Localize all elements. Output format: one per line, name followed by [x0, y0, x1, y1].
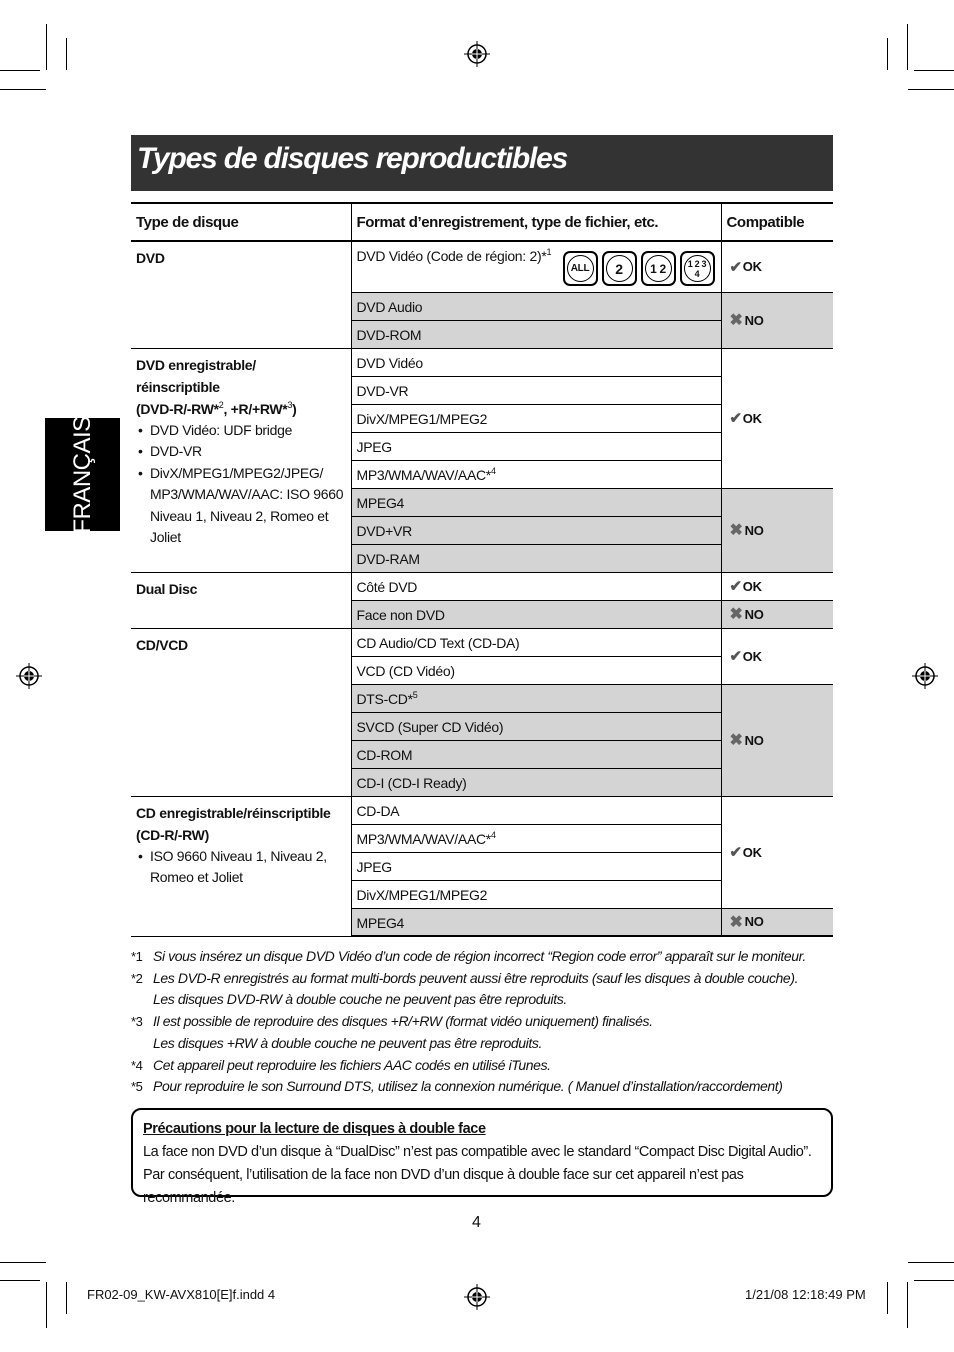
cross-icon: ✖ [729, 606, 743, 623]
footnote [131, 1076, 833, 1098]
format-cell: MP3/WMA/WAV/AAC*$^4$ [351, 460, 721, 488]
precaution-box [131, 1108, 833, 1206]
no-label: NO [744, 522, 764, 538]
crop-mark [0, 89, 46, 90]
region-1-2-icon: 1 2 [641, 251, 676, 286]
format-cell: VCD (CD Vidéo) [351, 656, 721, 684]
ok-badge [730, 409, 762, 427]
check-icon: ✔ [729, 844, 742, 861]
compatible-cell [721, 796, 833, 908]
format-cell [351, 241, 721, 292]
disc-type-cd-vcd: CD/VCD [131, 628, 351, 796]
footnote-text: Si vous insérez un disque DVD Vidéo d’un code de région incorrect “Region code error” apparaît sur le moniteur. [153, 948, 806, 964]
page-number: 4 [472, 1214, 481, 1231]
disc-type-dvd: DVD [131, 241, 351, 348]
footnote-ref: 1 [546, 247, 552, 257]
table-row [131, 348, 833, 376]
header-disc-type: Type de disque [131, 203, 351, 241]
format-cell: CD-ROM [351, 740, 721, 768]
language-tab-label: FRANÇAIS [68, 415, 96, 534]
list-item: • ISO 9660 Niveau 1, Niveau 2, Romeo et Joliet [136, 846, 346, 889]
format-cell: JPEG [351, 852, 721, 880]
footnotes [131, 946, 833, 1098]
crop-mark [908, 89, 954, 90]
crop-mark [66, 1282, 67, 1314]
crop-mark [46, 24, 47, 70]
compatible-cell [721, 241, 833, 292]
type-line: (CD-R/-RW) [136, 826, 209, 843]
region-1-2-3-4-icon: 1 2 3 4 [680, 251, 715, 286]
header-compatible: Compatible [721, 203, 833, 241]
crop-mark [887, 38, 888, 70]
ok-label: OK [742, 844, 762, 860]
ok-label: OK [742, 578, 762, 594]
footnote-mark: *1 [131, 949, 143, 964]
check-icon: ✔ [729, 410, 742, 427]
format-cell: MPEG4 [351, 908, 721, 936]
ok-badge [730, 258, 762, 276]
header-format: Format d’enregistrement, type de fichier, etc. [351, 203, 721, 241]
footnote-text: Cet appareil peut reproduire les fichiers AAC codés en utilisé iTunes. [153, 1056, 551, 1073]
footnote [131, 1055, 833, 1077]
region-2-icon: 2 [602, 251, 637, 286]
format-cell: Côté DVD [351, 572, 721, 600]
crop-mark [46, 1282, 47, 1328]
type-line: DVD enregistrable/ [136, 356, 256, 373]
no-label: NO [744, 312, 764, 328]
compatible-cell [721, 488, 833, 572]
format-cell: DVD Audio [351, 292, 721, 320]
format-cell: DVD-RAM [351, 544, 721, 572]
disc-type-cd-recordable [131, 796, 351, 936]
region-code-icons [563, 251, 715, 286]
spec-list [136, 846, 346, 889]
footnote-mark: *5 [131, 1079, 143, 1095]
check-icon: ✔ [729, 648, 742, 665]
footnote-text: Les disques DVD-RW à double couche ne peuvent pas être reproduits. [153, 991, 567, 1008]
no-badge [730, 520, 764, 540]
format-cell: DVD+VR [351, 516, 721, 544]
footer-filename: FR02-09_KW-AVX810[E]f.indd 4 [87, 1287, 276, 1302]
table-row [131, 572, 833, 600]
compatible-cell [721, 348, 833, 488]
compatible-cell [721, 908, 833, 936]
no-badge [730, 912, 764, 932]
compatible-cell [721, 684, 833, 796]
compatible-cell [721, 292, 833, 348]
check-icon: ✔ [729, 258, 742, 276]
crop-mark [887, 1282, 888, 1314]
format-cell: DVD Vidéo [351, 348, 721, 376]
crop-mark [0, 70, 40, 71]
ok-label: OK [742, 648, 762, 664]
footnote [131, 946, 833, 968]
footnote-text: Les DVD-R enregistrés au format multi-bords peuvent aussi être reproduits (sauf les disques à double couche). [153, 969, 799, 986]
ok-badge [730, 843, 762, 861]
no-badge [730, 730, 764, 750]
no-badge [730, 310, 764, 330]
crop-mark [914, 1280, 954, 1281]
footnote-mark: *3 [131, 1014, 143, 1030]
ok-badge [730, 647, 762, 665]
table-row [131, 241, 833, 292]
format-cell: SVCD (Super CD Vidéo) [351, 712, 721, 740]
language-tab [45, 415, 120, 534]
crop-mark [914, 70, 954, 71]
format-cell: CD-DA [351, 796, 721, 824]
type-line: (DVD-R/-RW*$^2$, +R/+RW*$^3$) [136, 399, 297, 417]
registration-mark-icon [464, 1284, 490, 1310]
format-cell: DVD-ROM [351, 320, 721, 348]
footnote-mark: *2 [131, 970, 143, 986]
registration-mark-icon [464, 41, 490, 67]
crop-mark [0, 1262, 46, 1263]
precaution-title: Précautions pour la lecture de disques à double face [143, 1121, 486, 1137]
footnote-text: Les disques +RW à double couche ne peuvent pas être reproduits. [153, 1034, 542, 1051]
footnote-text: Pour reproduire le son Surround DTS, utilisez la connexion numérique. ( Manuel d’installation/raccordement) [153, 1078, 783, 1095]
table-row [131, 796, 833, 824]
list-item: • DVD-VR [136, 441, 346, 463]
footnote-text: Il est possible de reproduire des disques +R/+RW (format vidéo uniquement) finalisés. [153, 1013, 653, 1030]
check-icon: ✔ [729, 578, 742, 595]
format-cell: DivX/MPEG1/MPEG2 [351, 404, 721, 432]
no-label: NO [744, 606, 764, 622]
no-badge [730, 604, 764, 624]
registration-mark-icon [912, 663, 938, 689]
format-label: DVD Vidéo (Code de région: 2)* [356, 248, 547, 264]
crop-mark [0, 1280, 40, 1281]
type-line: réinscriptible [136, 378, 220, 395]
page-title: Types de disques reproductibles [137, 142, 568, 175]
format-cell: JPEG [351, 432, 721, 460]
format-cell: DivX/MPEG1/MPEG2 [351, 880, 721, 908]
list-item: • DVD Vidéo: UDF bridge [136, 420, 346, 442]
cross-icon: ✖ [729, 522, 743, 539]
cross-icon: ✖ [729, 312, 743, 329]
ok-badge [730, 577, 762, 595]
disc-compatibility-table [131, 202, 833, 937]
list-item: • DivX/MPEG1/MPEG2/JPEG/ MP3/WMA/WAV/AAC: ISO 9660 Niveau 1, Niveau 2, Romeo et Joliet [136, 463, 346, 549]
footnote [131, 1011, 833, 1054]
compatible-cell [721, 600, 833, 628]
cross-icon: ✖ [729, 732, 743, 749]
precaution-text: La face non DVD d’un disque à “DualDisc” n’est pas compatible avec le standard “Compact Disc Digital Audio”. Par conséquent, l’utilisation de la face non DVD d’un disque à double face sur cet appareil n’est pas recommandée. [143, 1144, 812, 1206]
crop-mark [907, 1282, 908, 1328]
format-cell: DVD-VR [351, 376, 721, 404]
format-cell: CD Audio/CD Text (CD-DA) [351, 628, 721, 656]
compatible-cell [721, 572, 833, 600]
disc-type-dual-disc: Dual Disc [131, 572, 351, 628]
footnote-mark: *4 [131, 1057, 143, 1073]
type-line: CD enregistrable/réinscriptible [136, 804, 331, 821]
format-cell: MP3/WMA/WAV/AAC*$^4$ [351, 824, 721, 852]
format-cell: Face non DVD [351, 600, 721, 628]
format-cell: CD-I (CD-I Ready) [351, 768, 721, 796]
no-label: NO [744, 732, 764, 748]
crop-mark [66, 38, 67, 70]
cross-icon: ✖ [729, 913, 743, 931]
ok-label: OK [742, 410, 762, 426]
format-cell: DTS-CD*$^5$ [351, 684, 721, 712]
footnote [131, 968, 833, 1011]
format-cell: MPEG4 [351, 488, 721, 516]
table-header-row [131, 203, 833, 241]
compatible-cell [721, 628, 833, 684]
disc-type-dvd-recordable [131, 348, 351, 572]
crop-mark [907, 24, 908, 70]
region-all-icon: ALL [563, 251, 598, 286]
footer-timestamp: 1/21/08 12:18:49 PM [745, 1287, 866, 1302]
crop-mark [908, 1262, 954, 1263]
ok-label: OK [742, 259, 762, 275]
registration-mark-icon [16, 663, 42, 689]
spec-list [136, 420, 346, 549]
no-label: NO [744, 914, 764, 930]
table-row [131, 628, 833, 656]
